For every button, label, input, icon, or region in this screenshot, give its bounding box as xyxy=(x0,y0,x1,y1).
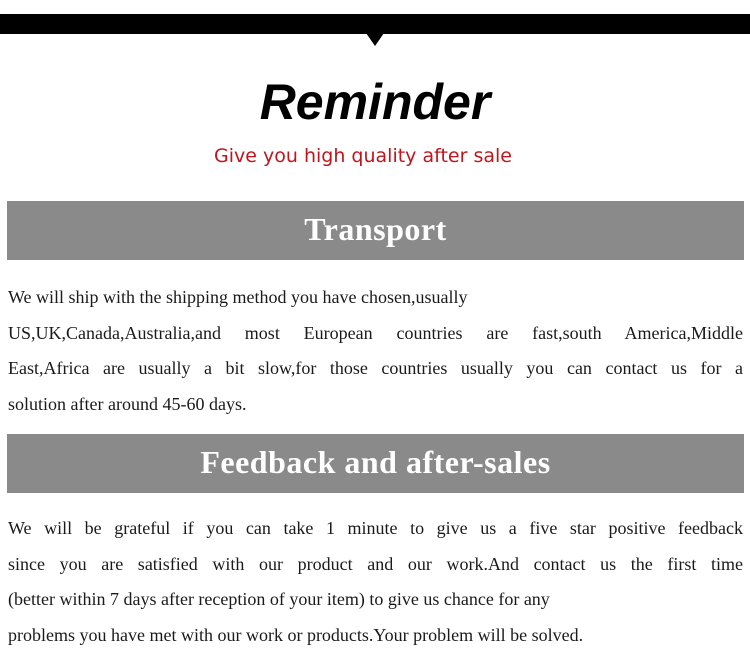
paragraph-line: problems you have met with our work or products.Your problem will be solved. xyxy=(8,624,584,645)
section-header-feedback: Feedback and after-sales xyxy=(7,434,744,493)
paragraph-line: since you are satisfied with our product and our work.And contact us the first time xyxy=(8,553,743,574)
paragraph-line: We will ship with the shipping method you have chosen,usually xyxy=(8,287,468,307)
paragraph-line: (better within 7 days after reception of your item) to give us chance for any xyxy=(8,589,550,609)
top-bar-notch-arrow xyxy=(366,33,384,46)
paragraph-line: solution after around 45-60 days. xyxy=(8,393,247,414)
page-title: Reminder xyxy=(259,74,491,130)
top-decorative-bar xyxy=(0,14,750,34)
section-body-feedback xyxy=(8,511,743,653)
paragraph-line: We will be grateful if you can take 1 minute to give us a five star positive feedback xyxy=(8,518,743,538)
paragraph-line: East,Africa are usually a bit slow,for those countries usually you can contact us for a xyxy=(8,358,743,378)
section-header-transport: Transport xyxy=(7,201,744,260)
page-subtitle: Give you high quality after sale xyxy=(214,145,512,167)
section-body-transport xyxy=(8,280,743,422)
paragraph-line: US,UK,Canada,Australia,and most European countries are fast,south America,Middle xyxy=(8,322,743,343)
